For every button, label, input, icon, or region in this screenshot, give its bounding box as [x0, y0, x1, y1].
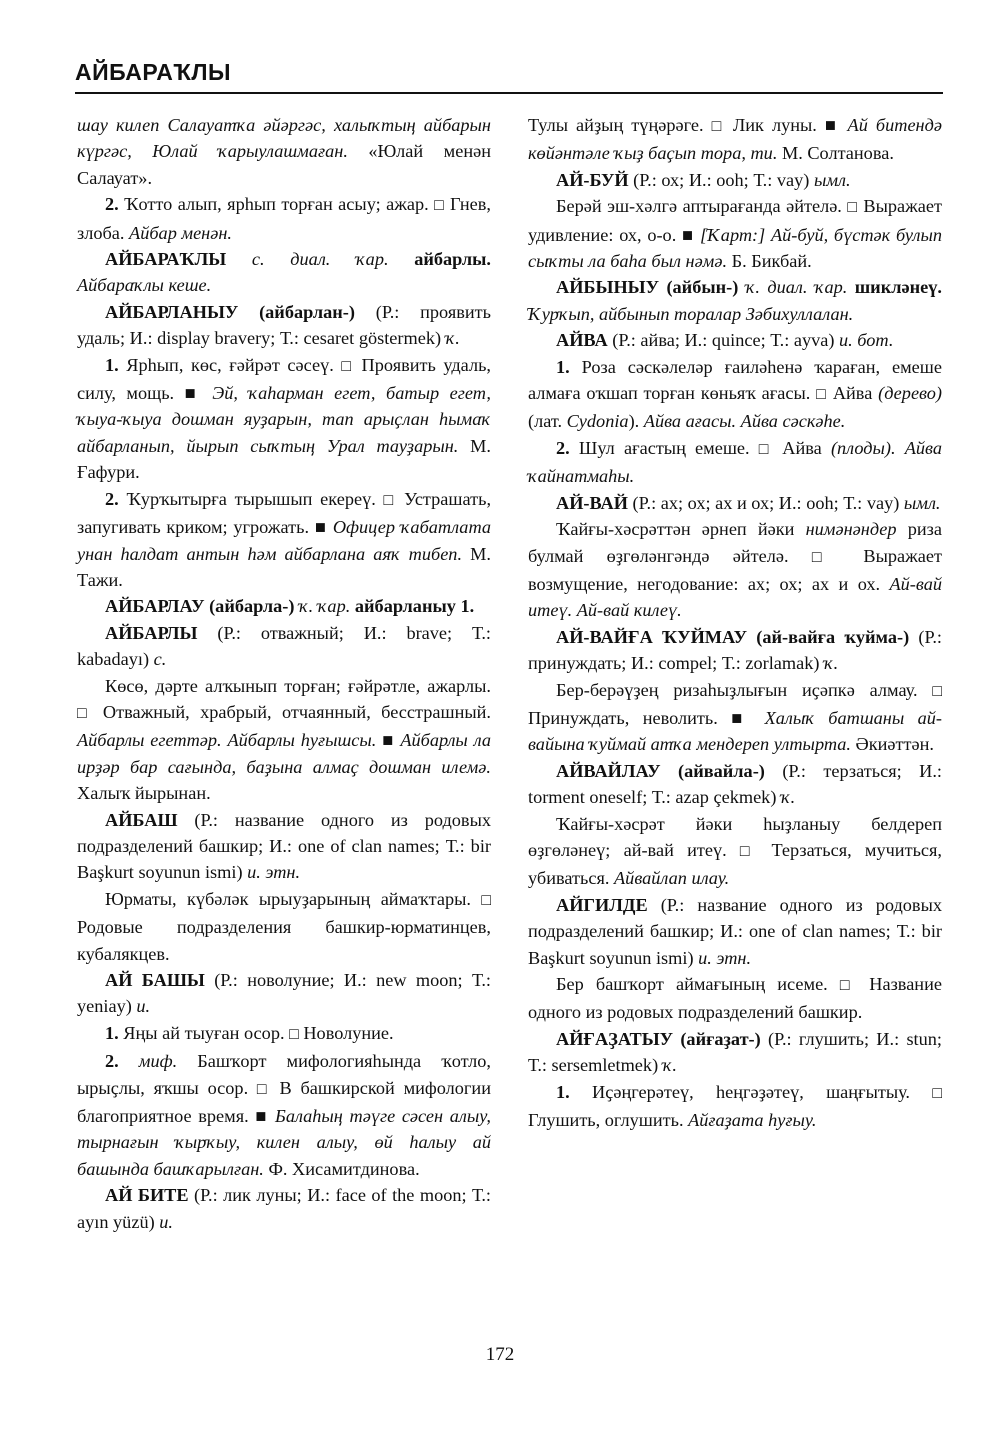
- dictionary-paragraph: Ҡайғы-хәсрәттән әрнеп йәки нимәнәндер риза булмай өҙгөләнгәндә әйтелә. □ Выражает возмущение, негодование: ах; ох; ах и ох. Ай-вай итеү. Ай-вай килеү.: [528, 519, 943, 621]
- header-rule: [75, 92, 943, 94]
- dictionary-paragraph: АЙБАРЛАУ (айбарла-) ҡ. ҡар. айбарланыу 1.: [105, 596, 475, 617]
- dictionary-paragraph: АЙ БАШЫ (Р.: новолуние; И.: new moon; Т.: yeniay) и.: [77, 970, 491, 1017]
- dictionary-paragraph: АЙБАРЛАНЫУ (айбарлан-) (Р.: проявить удаль; И.: display bravery; Т.: cesaret göstermek) ҡ.: [77, 301, 491, 349]
- left-column: [77, 112, 491, 1235]
- dictionary-paragraph: 1. Ярһып, көс, ғәйрәт сәсеү. □ Проявить удаль, силу, мощь. ■ Эй, ҡаһарман егет, батыр егет, ҡыуа-ҡыуа дошман яуҙарын, тап арыҫлан һымаҡ айбарланып, йырып сыҡтың Урал тауҙарын. М. Ғафури.: [77, 354, 491, 483]
- dictionary-paragraph: Бер-берәүҙең ризаһыҙлығын иҫәпкә алмау. □ Принуждать, неволить. ■ Халыҡ батшаны ай-вайына ҡуймай атҡа мендереп ултырта. Әкиәттән.: [528, 679, 942, 755]
- dictionary-paragraph: 1. Роза сәскәлеләр ғаиләһенә ҡараған, емеше алмаға оҡшап торған көньяҡ ағасы. □ Айва (дерево) (лат. Cydonia). Айва ағасы. Айва сәскәһе.: [528, 356, 942, 432]
- dictionary-paragraph: 1. Яңы ай тыуған осор. □ Новолуние.: [105, 1022, 394, 1043]
- right-column: [528, 112, 942, 1133]
- dictionary-paragraph: АЙВА (Р.: айва; И.: quince; Т.: ayva) и. бот.: [556, 330, 894, 351]
- dictionary-paragraph: АЙГИЛДЕ (Р.: название одного из родовых подразделений башкир; И.: one of clan names; Т.: bir Başkurt soyunun ismi) и. этн.: [528, 894, 942, 968]
- dictionary-paragraph: Тулы айҙың түңәрәге. □ Лик луны. ■ Ай битендә көйәнтәле ҡыҙ баҫып тора, ти. М. Солтанова.: [528, 115, 942, 164]
- dictionary-paragraph: Берәй эш-хәлгә аптырағанда әйтелә. □ Выражает удивление: ох, о-о. ■ [Ҡарт:] Ай-буй, бүстәк булып сыҡты ла баһа был нәмә. Б. Бикбай.: [528, 196, 943, 272]
- dictionary-paragraph: АЙБАШ (Р.: название одного из родовых подразделений башкир; И.: one of clan names; Т.: bir Başkurt soyunun ismi) и. этн.: [77, 809, 491, 883]
- dictionary-paragraph: 1. Иҫәңгерәтеү, һеңгәҙәтеү, шаңғытыу. □ Глушить, оглушить. Айғаҙата һуғыу.: [528, 1081, 942, 1131]
- dictionary-paragraph: Көсө, дәрте алҡынып торған; ғәйрәтле, ажарлы. □ Отважный, храбрый, отчаянный, бесстрашный. Айбарлы егеттәр. Айбарлы һуғышсы. ■ Айбарлы ла ирҙәр бар сағында, баҙына алмаҫ дошман илемә. Халыҡ йырынан.: [77, 675, 491, 804]
- dictionary-paragraph: 2. Шул ағастың емеше. □ Айва (плоды). Айва ҡайнатмаһы.: [528, 437, 942, 487]
- dictionary-paragraph: 2. Ҡотто алып, ярһып торған асыу; ажар. □ Гнев, злоба. Айбар менән.: [77, 194, 492, 243]
- dictionary-paragraph: Ҡайғы-хәсрәт йәки һыҙланыу белдереп өҙгөләнеү; ай-вай итеү. □ Терзаться, мучиться, убиваться. Айвайлап илау.: [528, 813, 942, 889]
- running-head: АЙБАРАҠЛЫ: [75, 59, 231, 85]
- dictionary-paragraph: АЙБАРАҠЛЫ с. диал. ҡар. айбарлы. Айбараҡлы кеше.: [77, 249, 491, 296]
- dictionary-paragraph: 2. миф. Башҡорт мифологияһында ҡотло, ырыҫлы, яҡшы осор. □ В башкирской мифологии благоприятное время. ■ Балаһың тәүге сәсен алыу, тырнағын ҡырҡыу, килен алыу, өй һалыу ай башында башҡарылған. Ф. Хисамитдинова.: [77, 1051, 491, 1179]
- dictionary-paragraph: АЙ-БУЙ (Р.: ох; И.: ooh; Т.: vay) ымл.: [556, 169, 851, 190]
- dictionary-paragraph: Бер башҡорт аймағының исеме. □ Название одного из родовых подразделений башкир.: [528, 974, 942, 1023]
- dictionary-paragraph: 2. Ҡурҡытырға тырышып екереү. □ Устрашать, запугивать криком; угрожать. ■ Офицер ҡабатлата унан һалдат антын һәм айбарлана аяҡ тибеп. М. Тажи.: [77, 488, 492, 590]
- dictionary-paragraph: АЙВАЙЛАУ (айвайла-) (Р.: терзаться; И.: torment oneself; Т.: azap çekmek) ҡ.: [528, 760, 942, 808]
- dictionary-paragraph: АЙ БИТЕ (Р.: лик луны; И.: face of the moon; Т.: ayın yüzü) и.: [77, 1185, 492, 1232]
- dictionary-paragraph: АЙБЫНЫУ (айбын-) ҡ. диал. ҡар. шикләнеү. Ҡурҡып, айбынып торалар Зәбихуллалан.: [528, 277, 942, 324]
- dictionary-paragraph: АЙ-ВАЙ (Р.: ах; ох; ах и ох; И.: ooh; Т.: vay) ымл.: [556, 492, 941, 513]
- page-header: [75, 58, 943, 94]
- dictionary-paragraph: АЙ-ВАЙҒА ҠУЙМАУ (ай-вайға ҡуйма-) (Р.: принуждать; И.: compel; Т.: zorlamak) ҡ.: [528, 626, 942, 674]
- dictionary-paragraph: шау килеп Салауатҡа әйәргәс, халыҡтың айбарын күргәс, Юлай ҡарыулашмаған. «Юлай менән Салауат».: [77, 115, 491, 188]
- dictionary-paragraph: АЙБАРЛЫ (Р.: отважный; И.: brave; Т.: kabadayı) с.: [77, 622, 491, 670]
- dictionary-paragraph: Юрматы, күбәләк ырыуҙарының аймаҡтары. □ Родовые подразделения башкир-юрматинцев, кубалякцев.: [77, 888, 491, 964]
- page-number: 172: [485, 1344, 515, 1365]
- dictionary-paragraph: АЙҒАҘАТЫУ (айғаҙат-) (Р.: глушить; И.: stun; Т.: sersemletmek) ҡ.: [528, 1028, 943, 1076]
